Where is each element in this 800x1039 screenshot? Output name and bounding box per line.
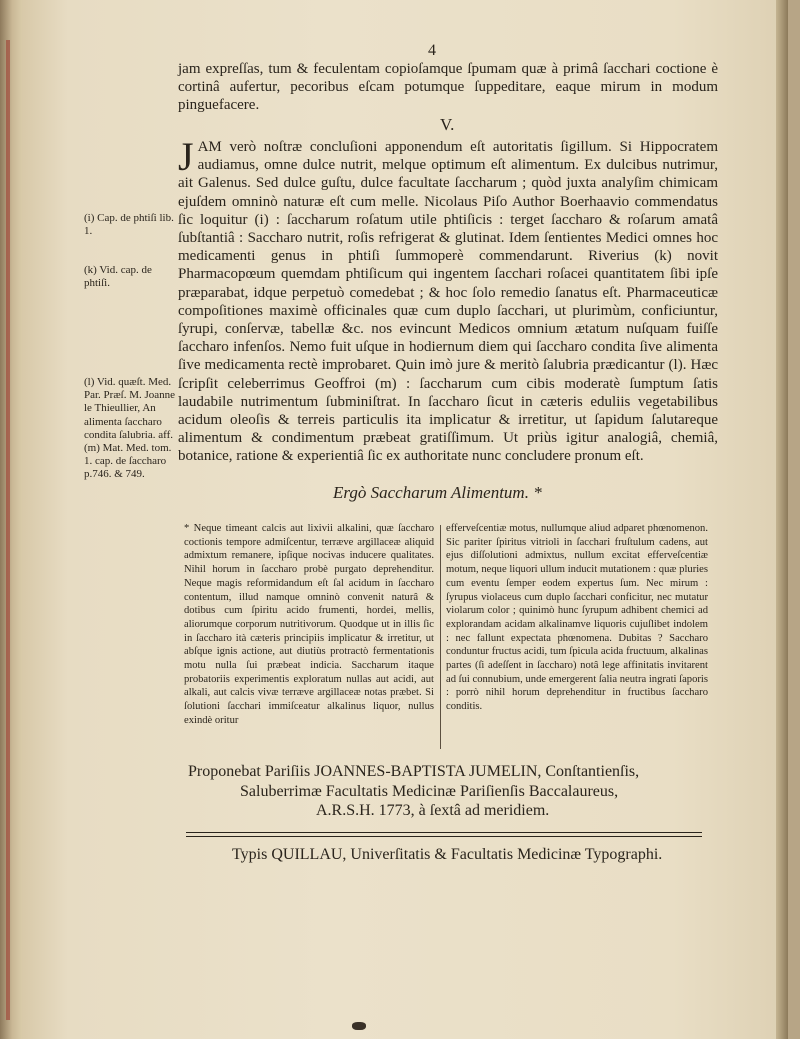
main-paragraph-text: AM verò noſtræ concluſioni apponendum eſt autoritatis ſigillum. Si Hippocratem audiamus, omne dulce nutrit, melque optimum eſt alimentum. Ex dulcibus nutrimur, ait Galenus. Sed dulce guſtu, dulce facultate ſaccharum ; quòd juxta analyſim chimicam ejuſdem omninò naturæ eſt cum melle. Nicolaus Piſo Author Boerhaavio commendatus ſic loquitur (i) : ſaccharum roſatum utile phtiſicis : terget ſaccharo & roſarum amatâ ſubſtantiâ : Saccharo nutrit, roſis refrigerat & glutinat. Idem ſentientes Medici omnes hoc medicamenti genus in phtiſi ſummoperè commendarunt. Riverius (k) novit Pharmacopœum quemdam phtiſicum qui ingentem ſacchari roſacei quantitatem ſibi ipſe præparabat, idque perpetuò comedebat ; & hoc ſolo remedio ſanatus eſt. Pharmaceuticæ compoſitiones maximè officinales quæ cum duplo ſacchari, ut plurimùm, conficiuntur, ſyrupi, conſervæ, tabellæ &c. nos evincunt Medicos omnium ætatum nuſquam fuiſſe ſaccharo infenſos. Nemo fuit uſque in hodiernum diem qui ſaccharo condita ſive alimenta ſive medicamenta rectè improbaret. Quin imò jure & meritò ſalubria prædicantur (l). Hæc ſcripſit celeberrimus Geoffroi (m) : ſaccharum cum cibis moderatè ſumptum ſatis laudabile nutrimentum ſubminiſtrat. In ſaccharo ſicut in cæteris eduliis vegetabilibus acidum oleoſis & terreis particulis ita implicatur & irretitur, ut ſapidum ſalutareque alimentum & condimentum præbeat gratiſſimum. Ut priùs igitur analogiâ, chemiâ, botanice, ratione & experientiâ ſic ex authoritate nunc concludere pronum eſt. [178,139,718,465]
conclusion-title: Ergò Saccharum Alimentum. * [333,483,542,502]
ink-smudge [352,1022,366,1030]
margin-note-i: (i) Cap. de phtiſi lib. 1. [84,212,174,238]
proponebat-line-1: Proponebat Pariſiis JOANNES-BAPTISTA JUMELIN, Conſtantienſis, [188,763,640,780]
drop-cap: J [178,134,194,179]
footnote-right-column: efferveſcentiæ motus, nullumque aliud adparet phœnomenon. Sic pariter ſpiritus vitrioli in ſacchari fruſtulum cadens, aut ejus diſſolutioni admixtus, nullum excitat efferveſcentiæ motum, neque liquori ullum inducit mutationem : quæ pluries cum eventu ſemper eodem expertus ſum. Nec mirum : ſyrupus violaceus cum duplo ſacchari conficitur, nec mutatur violarum color ; quinimò hunc ſyrupum adhibent chemici ad explorandam acidam alkalinamve liquoris cujuſlibet indolem : nec fallunt expectata phœnomena. Dubitas ? Saccharo conduntur fructus acidi, tum ſpicula acida fructuum, alkalinas partes (ſi adeſſent in ſaccharo) notâ lege affinitatis invitarent ad ſui connubium, unde emergerent ſalia neutra ingrati ſaporis : porrò nihil horum deprehenditur in fructibus ſaccharo conditis. [446,523,708,713]
spine-binding-stripe [6,40,10,1020]
rule-bottom [186,836,702,837]
main-paragraph [178,134,718,466]
page-number: 4 [428,42,436,59]
column-divider [440,525,441,749]
footnote-left-column: * Neque timeant calcis aut lixivii alkalini, quæ ſaccharo coctionis tempore admiſcentur, terræve argillaceæ aliquid admixtum remanere, ipſique nocivas inducere qualitates. Nihil horum in ſaccharo probè purgato deprehenditur. Neque magis reformidandum eſt ſal acidum in ſaccharo contentum, illud namque omninò convenit naturâ & dotibus cum ſpiritu acido frumenti, hordei, mellis, aliorumque corporum nutritivorum. Quodque ut in illis ſic in ſaccharo ità cæteris principiis implicatur & irretitur, ut abſque ignis actione, aut diutiùs protractò fermentationis motu nulla ſui præbeat indicia. Saccharum itaque probatoriis experimentis exploratum nullas aut acidi, aut alkali, aut calcis vivæ terræve argillaceæ notas præbet. Si ſolutioni ſacchari immiſceatur alkalinus liquor, nullus exindè oritur [184,523,434,726]
printer-imprint: Typis QUILLAU, Univerſitatis & Facultatis Medicinæ Typographi. [232,846,663,863]
intro-paragraph: jam expreſſas, tum & feculentam copioſamque ſpumam quæ à primâ ſacchari coctione è cortinâ aufertur, pecoribus eſcam potumque ſuppeditare, eaque mirum in modum pinguefacere. [178,61,718,114]
rule-top [186,832,702,833]
book-spine [0,0,22,1039]
proponebat-block [188,762,708,821]
proponebat-line-2: Saluberrimæ Facultatis Medicinæ Pariſienſis Baccalaureus, [240,782,619,800]
page-edge [776,0,788,1039]
margin-note-k: (k) Vid. cap. de phtiſi. [84,264,152,290]
section-heading: V. [440,115,455,134]
margin-note-l-m: (l) Vid. quæſt. Med. Par. Præſ. M. Joanne le Thieullier, An alimenta ſaccharo condita ſalubria. aff. (m) Mat. Med. tom. 1. cap. de ſaccharo p.746. & 749. [84,376,176,481]
proponebat-line-3: A.R.S.H. 1773, à ſextâ ad meridiem. [316,802,550,819]
